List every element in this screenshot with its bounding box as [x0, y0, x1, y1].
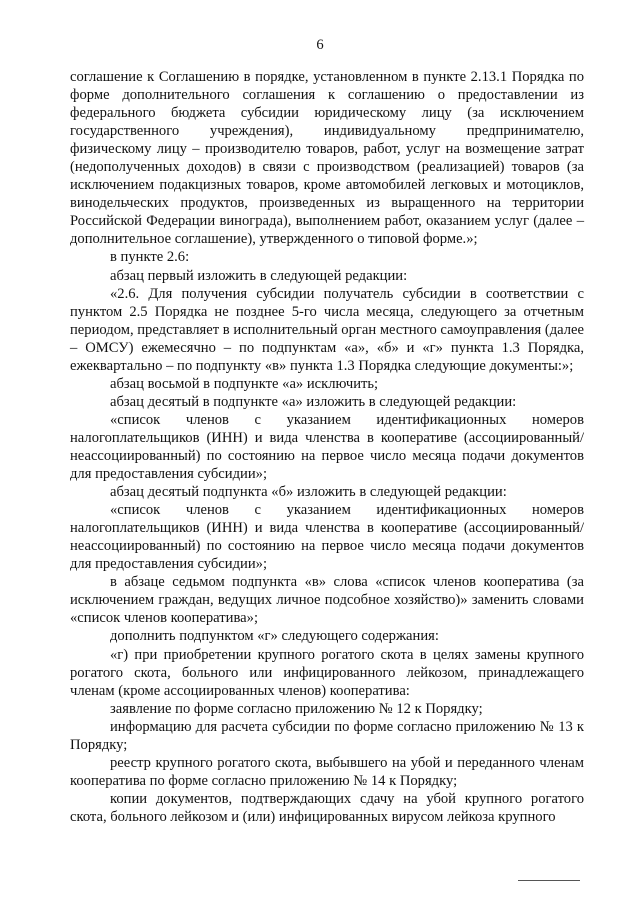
- paragraph: абзац первый изложить в следующей редакции:: [110, 267, 408, 284]
- paragraph: абзац десятый в подпункте «а» изложить в следующей редакции:: [110, 393, 517, 410]
- paragraph: копии документов, подтверждающих сдачу на убой крупного рогатого скота, больного лейкозом и (или) инфицированных вирусом лейкоза крупного: [70, 790, 584, 825]
- paragraph: заявление по форме согласно приложению № 12 к Порядку;: [110, 700, 483, 717]
- paragraph: «список членов с указанием идентификационных номеров налогоплательщиков (ИНН) и вида членства в кооперативе (ассоциированный/неассоциированный) по состоянию на первое число месяца подачи документов для предоставления субсидии»;: [70, 502, 584, 573]
- paragraph: абзац восьмой в подпункте «а» исключить;: [110, 375, 379, 392]
- paragraph: соглашение к Соглашению в порядке, установленном в пункте 2.13.1 Порядка по форме дополнительного соглашения к соглашению о предоставлении из федерального бюджета субсидии юридическому лицу (за исключением государственного учреждения), индивидуальному предпринимателю, физическому лицу – производителю товаров, работ, услуг на возмещение затрат (недополученных доходов) в связи с производством (реализацией) товаров (за исключением подакцизных товаров, кроме автомобилей легковых и мотоциклов, винодельческих продуктов, произведенных из выращенного на территории Российской Федерации винограда), выполнением работ, оказанием услуг (далее – дополнительное соглашение), утвержденного о типовой форме.»;: [70, 69, 584, 248]
- page-number: 6: [316, 37, 324, 53]
- paragraph: реестр крупного рогатого скота, выбывшего на убой и переданного членам кооператива по форме согласно приложению № 14 к Порядку;: [70, 754, 584, 789]
- paragraph: в пункте 2.6:: [110, 249, 190, 266]
- footer-rule: [518, 880, 580, 881]
- paragraph: информацию для расчета субсидии по форме согласно приложению № 13 к Порядку;: [70, 718, 584, 753]
- paragraph: «2.6. Для получения субсидии получатель субсидии в соответствии с пунктом 2.5 Порядка не позднее 5-го числа месяца, следующего за отчетным периодом, представляет в исполнительный орган местного самоуправления (далее – ОМСУ) ежемесячно – по подпунктам «а», «б» и «г» пункта 1.3 Порядка, ежеквартально – по подпункту «в» пункта 1.3 Порядка следующие документы:»;: [70, 285, 584, 374]
- paragraph: «г) при приобретении крупного рогатого скота в целях замены крупного рогатого скота, больного или инфицированного лейкозом, принадлежащего членам (кроме ассоциированных членов) кооператива:: [70, 646, 584, 699]
- paragraph: дополнить подпунктом «г» следующего содержания:: [110, 628, 439, 645]
- paragraph: «список членов с указанием идентификационных номеров налогоплательщиков (ИНН) и вида членства в кооперативе (ассоциированный/неассоциированный) по состоянию на первое число месяца подачи документов для предоставления субсидии»;: [70, 411, 584, 483]
- paragraph: абзац десятый подпункта «б» изложить в следующей редакции:: [110, 484, 507, 501]
- document-body: [70, 68, 584, 826]
- paragraph: в абзаце седьмом подпункта «в» слова «список членов кооператива (за исключением граждан, ведущих личное подсобное хозяйство)» заменить словами «список членов кооператива»;: [70, 574, 584, 627]
